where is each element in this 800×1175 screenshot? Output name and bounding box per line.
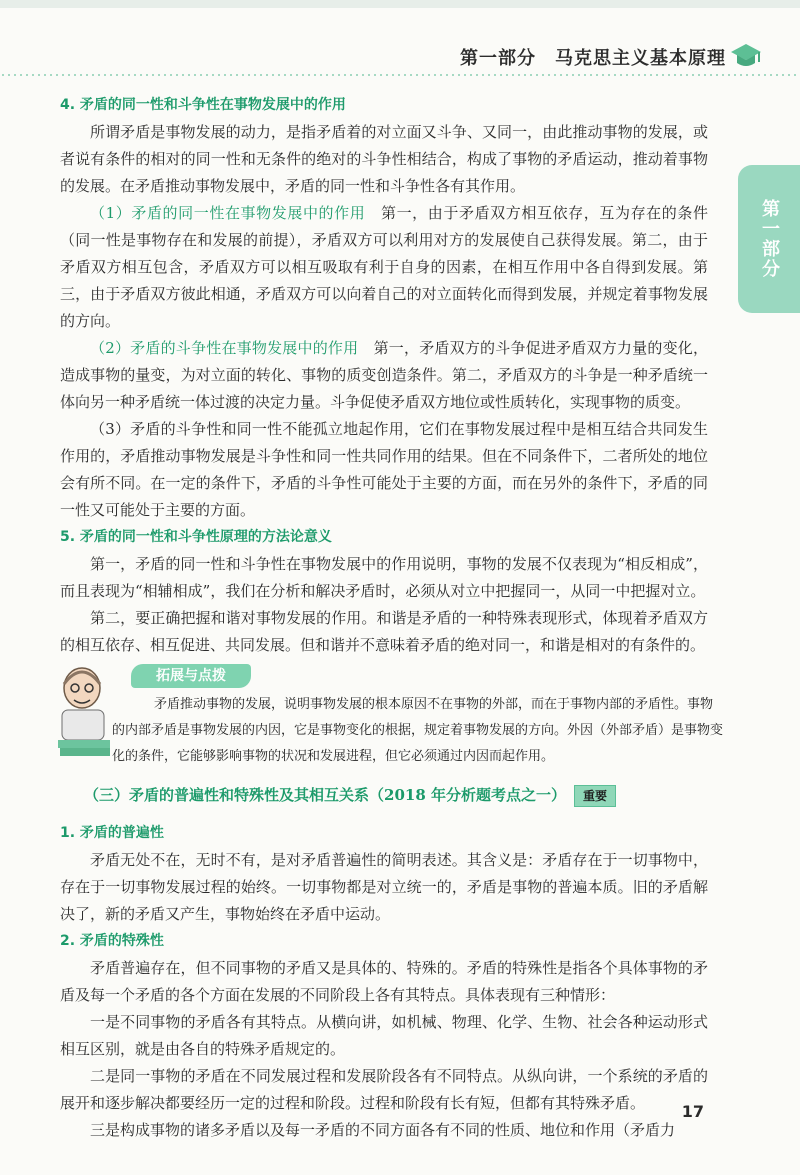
heading-1: 1. 矛盾的普遍性	[60, 825, 164, 841]
heading-5: 5. 矛盾的同一性和斗争性原理的方法论意义	[60, 529, 332, 545]
heading-2: 2. 矛盾的特殊性	[60, 933, 164, 949]
page-header	[0, 12, 800, 78]
graduation-cap-icon	[730, 42, 762, 70]
section-3-title-text: （三）矛盾的普遍性和特殊性及其相互关系（2018 年分析题考点之一）	[84, 786, 566, 804]
side-tab	[738, 165, 800, 313]
header-divider	[0, 72, 800, 78]
paragraph: （3）矛盾的斗争性和同一性不能孤立地起作用，它们在事物发展过程中是相互结合共同发生作用的，矛盾推动事物发展是斗争性和同一性共同作用的结果。但在不同条件下，二者所处的地位会有所不同。在一定的条件下，矛盾的斗争性可能处于主要的方面，而在另外的条件下，矛盾的同一性又可能处于主要的方面。	[60, 420, 708, 519]
paragraph: 二是同一事物的矛盾在不同发展过程和发展阶段各有不同特点。从纵向讲，一个系统的矛盾的展开和逐步解决都要经历一定的过程和阶段。过程和阶段有长有短，但都有其特殊矛盾。	[60, 1067, 708, 1112]
main-content	[60, 92, 708, 659]
paragraph-body: 第一，由于矛盾双方相互依存，互为存在的条件（同一性是事物存在和发展的前提），矛盾双方可以利用对方的发展使自己获得发展。第二，由于矛盾双方相互包含，矛盾双方可以相互吸取有利于自身的因素，在相互作用中各自得到发展。第三，由于矛盾双方彼此相通，矛盾双方可以向着自己的对立面转化而得到发展，并规定着事物发展的方向。	[60, 204, 708, 330]
important-tag: 重要	[574, 785, 616, 807]
extension-box	[56, 656, 726, 768]
extension-text: 矛盾推动事物的发展，说明事物发展的根本原因不在事物的外部，而在于事物内部的矛盾性。事物的内部矛盾是事物发展的内因，它是事物变化的根据，规定着事物发展的方向。外因（外部矛盾）是事物变化的条件，它能够影响事物的状况和发展进程，但它必须通过内因而起作用。	[112, 697, 724, 764]
section-3-title	[84, 784, 616, 807]
paragraph: 矛盾无处不在，无时不有，是对矛盾普遍性的简明表述。其含义是：矛盾存在于一切事物中，存在于一切事物发展过程的始终。一切事物都是对立统一的，矛盾是事物的普遍本质。旧的矛盾解决了，新的矛盾又产生，事物始终在矛盾中运动。	[60, 851, 708, 923]
paragraph: 矛盾普遍存在，但不同事物的矛盾又是具体的、特殊的。矛盾的特殊性是指各个具体事物的矛盾及每一个矛盾的各个方面在发展的不同阶段上各有其特点。具体表现有三种情形：	[60, 959, 708, 1004]
heading-4: 4. 矛盾的同一性和斗争性在事物发展中的作用	[60, 97, 346, 113]
paragraph-lead: （2）矛盾的斗争性在事物发展中的作用	[90, 339, 359, 357]
paragraph	[60, 335, 708, 416]
paragraph-body: 第一，矛盾双方的斗争促进矛盾双方力量的变化，造成事物的量变，为对立面的转化、事物的质变创造条件。第二，矛盾双方的斗争是一种矛盾统一体向另一种矛盾统一体过渡的决定力量。斗争促使矛盾双方地位或性质转化，实现事物的质变。	[60, 339, 708, 411]
paragraph: 一是不同事物的矛盾各有其特点。从横向讲，如机械、物理、化学、生物、社会各种运动形式相互区别，就是由各自的特殊矛盾规定的。	[60, 1013, 708, 1058]
paragraph: 第一，矛盾的同一性和斗争性在事物发展中的作用说明，事物的发展不仅表现为“相反相成”，而且表现为“相辅相成”，我们在分析和解决矛盾时，必须从对立中把握同一，从同一中把握对立。	[60, 555, 708, 600]
paragraph: 第二，要正确把握和谐对事物发展的作用。和谐是矛盾的一种特殊表现形式，体现着矛盾双方的相互依存、相互促进、共同发展。但和谐并不意味着矛盾的绝对同一，和谐是相对的有条件的。	[60, 609, 708, 654]
page-number: 17	[681, 1102, 704, 1121]
paragraph	[60, 200, 708, 335]
main-content-2	[60, 820, 708, 1144]
teacher-illustration-icon	[56, 662, 120, 762]
header-title: 第一部分 马克思主义基本原理	[460, 48, 726, 69]
top-strip	[0, 0, 800, 8]
extension-badge: 拓展与点拨	[131, 664, 251, 688]
side-tab-label: 第一部分	[759, 199, 780, 279]
paragraph: 所谓矛盾是事物发展的动力，是指矛盾着的对立面又斗争、又同一，由此推动事物的发展，或者说有条件的相对的同一性和无条件的绝对的斗争性相结合，构成了事物的矛盾运动，推动着事物的发展。在矛盾推动事物发展中，矛盾的同一性和斗争性各有其作用。	[60, 123, 708, 195]
paragraph: 三是构成事物的诸多矛盾以及每一矛盾的不同方面各有不同的性质、地位和作用（矛盾力	[90, 1121, 676, 1139]
paragraph-lead: （1）矛盾的同一性在事物发展中的作用	[90, 204, 366, 222]
